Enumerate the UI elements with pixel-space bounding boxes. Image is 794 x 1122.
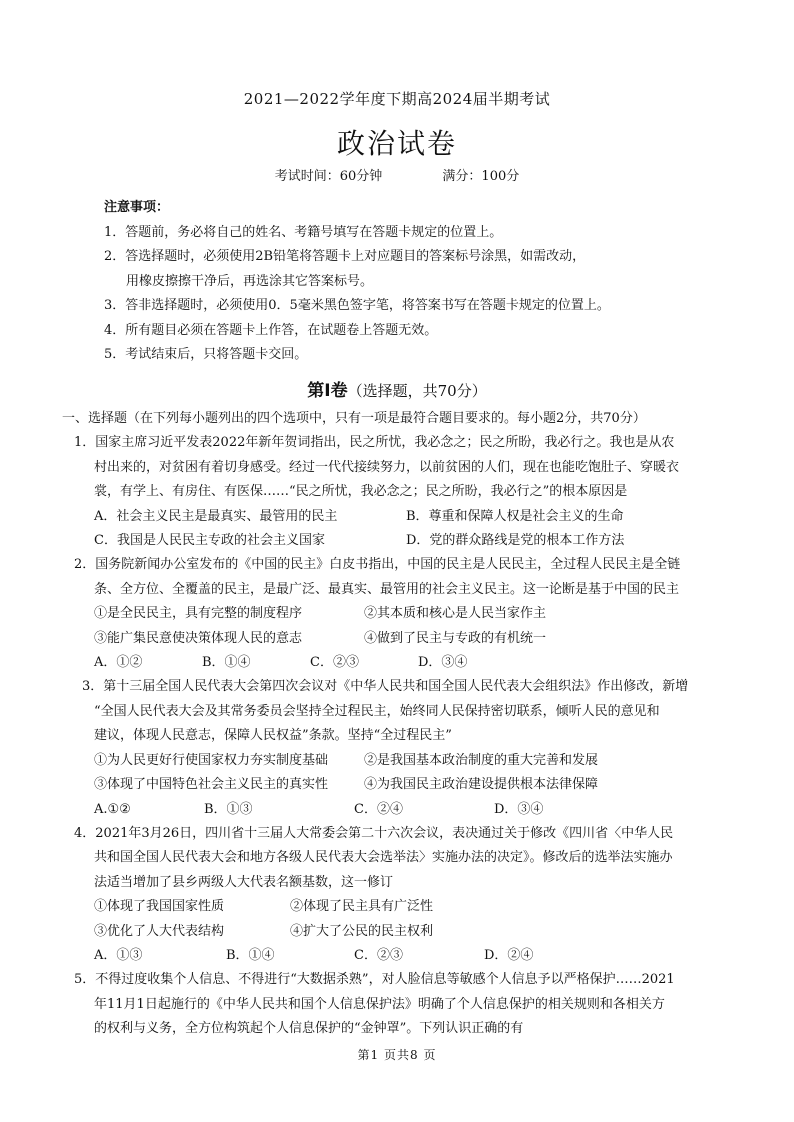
notice-item: 5．考试结束后，只将答题卡交回。 xyxy=(104,347,308,362)
question-4-line: 共和国全国人民代表大会和地方各级人民代表大会选举法〉实施办法的决定》。修改后的选举法实施办 xyxy=(94,850,673,866)
statement-1: ①为人民更好行使国家权力夯实制度基础 xyxy=(94,752,329,768)
questions xyxy=(62,407,722,1042)
answer-a: A．①③ xyxy=(94,947,143,963)
exam-score: 满分：100分 xyxy=(442,169,520,184)
question-4-answers xyxy=(82,944,722,968)
statement-4: ④扩大了公民的民主权利 xyxy=(290,923,434,939)
question-2-statements xyxy=(82,602,722,626)
question-4-line: 4．2021年3月26日，四川省十三届人大常委会第二十六次会议，表决通过关于修改《四川省〈中华人民 xyxy=(74,825,674,841)
question-4-statements xyxy=(82,895,722,919)
option-c: C．我国是人民民主专政的社会主义国家 xyxy=(94,533,325,549)
statement-3: ③体现了中国特色社会主义民主的真实性 xyxy=(94,777,329,793)
notice-item-continued: 用橡皮擦擦干净后，再选涂其它答案标号。 xyxy=(126,273,374,289)
option-d: D．党的群众路线是党的根本工作方法 xyxy=(406,533,625,549)
section-title xyxy=(0,376,794,401)
option-a: A．社会主义民主是最真实、最管用的民主 xyxy=(94,508,338,524)
answer-d: D．③④ xyxy=(418,655,468,671)
answer-c: C．②③ xyxy=(310,655,359,671)
statement-2: ②是我国基本政治制度的重大完善和发展 xyxy=(364,752,599,768)
notice-block xyxy=(104,196,724,368)
statement-1: ①是全民民主，具有完整的制度程序 xyxy=(94,606,303,622)
question-1-line: 村出来的，对贫困有着切身感受。经过一代代接续努力，以前贫困的人们，现在也能吃饱肚子、穿暖衣 xyxy=(94,459,680,475)
exam-info xyxy=(0,165,794,184)
option-b: B．尊重和保障人权是社会主义的生命 xyxy=(406,508,624,524)
answer-b: B．①④ xyxy=(202,655,251,671)
question-3-statements xyxy=(82,773,722,797)
question-1-line: 1．国家主席习近平发表2022年新年贺词指出，民之所忧，我必念之；民之所盼，我必行之。我也是从农 xyxy=(74,435,675,451)
question-2-answers xyxy=(82,651,722,675)
section-title-main: 第Ⅰ卷 xyxy=(307,381,348,401)
statement-3: ③优化了人大代表结构 xyxy=(94,923,225,939)
answer-a: A.①② xyxy=(94,801,131,817)
question-5-line: 5．不得过度收集个人信息、不得进行“大数据杀熟”，对人脸信息等敏感个人信息予以严格保护……2021 xyxy=(74,972,675,988)
question-3-line: 3．第十三届全国人民代表大会第四次会议对《中华人民共和国全国人民代表大会组织法》作出修改，新增 xyxy=(82,679,689,695)
statement-4: ④做到了民主与专政的有机统一 xyxy=(364,630,547,646)
question-5-line: 的权利与义务，全方位构筑起个人信息保护的“金钟罩”。下列认识正确的有 xyxy=(94,1021,524,1037)
answer-b: B．①③ xyxy=(204,801,253,817)
answer-c: C．②③ xyxy=(354,947,403,963)
question-3-answers xyxy=(82,798,722,822)
answer-c: C．②④ xyxy=(354,801,403,817)
statement-4: ④为我国民主政治建设提供根本法律保障 xyxy=(364,777,599,793)
statement-2: ②体现了民主具有广泛性 xyxy=(290,899,434,915)
question-3-statements xyxy=(82,749,722,773)
question-4-statements xyxy=(82,920,722,944)
page-footer: 第1 页共8 页 xyxy=(357,1048,437,1062)
statement-2: ②其本质和核心是人民当家作主 xyxy=(364,606,547,622)
exam-header-line: 2021—2022学年度下期高2024届半期考试 xyxy=(243,90,551,108)
notice-item: 1．答题前，务必将自己的姓名、考籍号填写在答题卡规定的位置上。 xyxy=(104,224,503,240)
notice-item: 3．答非选择题时，必须使用0．5毫米黑色签字笔，将答案书写在答题卡规定的位置上。 xyxy=(104,298,610,313)
part-intro: 一、选择题（在下列每小题列出的四个选项中，只有一项是最符合题目要求的。每小题2分，共70分） xyxy=(62,411,646,426)
notice-title: 注意事项： xyxy=(104,200,170,215)
question-3-line: 建议，体现人民意志，保障人民权益”条款。坚持“全过程民主” xyxy=(94,728,452,744)
question-1-options xyxy=(82,529,722,553)
question-4-line: 法适当增加了县乡两级人大代表名额基数，这一修订 xyxy=(94,874,394,890)
notice-item: 2．答选择题时，必须使用2B铅笔将答题卡上对应题目的答案标号涂黑，如需改动， xyxy=(104,249,586,264)
notice-item: 4．所有题目必须在答题卡上作答，在试题卷上答题无效。 xyxy=(104,322,438,338)
statement-3: ③能广集民意使决策体现人民的意志 xyxy=(94,630,303,646)
question-3-line: “全国人民代表大会及其常务委员会坚持全过程民主，始终同人民保持密切联系，倾听人民的意见和 xyxy=(94,703,660,719)
answer-d: D．③④ xyxy=(494,801,544,817)
answer-a: A．①② xyxy=(94,655,143,671)
question-2-statements xyxy=(82,627,722,651)
page-title: 政治试卷 xyxy=(336,127,457,160)
section-subtitle: （选择题，共70分） xyxy=(347,382,487,400)
question-2-line: 2．国务院新闻办公室发布的《中国的民主》白皮书指出，中国的民主是人民民主，全过程人民民主是全链 xyxy=(74,557,681,573)
exam-time: 考试时间：60分钟 xyxy=(274,169,383,184)
statement-1: ①体现了我国国家性质 xyxy=(94,899,225,915)
question-1-line: 裳，有学上、有房住、有医保……“民之所忧，我必念之；民之所盼，我必行之”的根本原因是 xyxy=(94,484,628,500)
question-1-options xyxy=(82,505,722,529)
answer-b: B．①④ xyxy=(226,947,275,963)
question-5-line: 年11月1日起施行的《中华人民共和国个人信息保护法》明确了个人信息保护的相关规则和各相关方 xyxy=(94,996,665,1012)
question-2-line: 条、全方位、全覆盖的民主，是最广泛、最真实、最管用的社会主义民主。这一论断是基于中国的民主 xyxy=(94,581,680,597)
answer-d: D．②④ xyxy=(484,947,534,963)
